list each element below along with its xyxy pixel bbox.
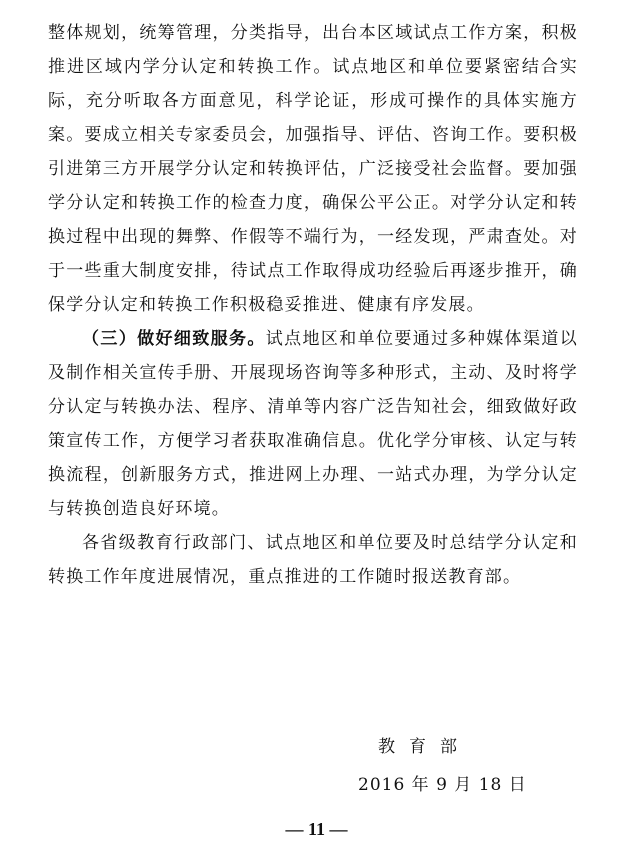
signature-block [0,724,633,814]
page-number: — 11 — [285,819,348,839]
closing-paragraph: 各省级教育行政部门、试点地区和单位要及时总结学分认定和转换工作年度进展情况，重点推进的工作随时报送教育部。 [48,533,578,587]
body-paragraph-continued: 整体规划，统筹管理，分类指导，出台本区域试点工作方案，积极推进区域内学分认定和转换工作。试点地区和单位要紧密结合实际，充分听取各方面意见，科学论证，形成可操作的具体实施方案。要成立相关专家委员会，加强指导、评估、咨询工作。要积极引进第三方开展学分认定和转换评估，广泛接受社会监督。要加强学分认定和转换工作的检查力度，确保公平公正。对学分认定和转换过程中出现的舞弊、作假等不端行为，一经发现，严肃查处。对于一些重大制度安排，待试点工作取得成功经验后再逐步推开，确保学分认定和转换工作积极稳妥推进、健康有序发展。 [48,23,578,315]
issue-date: 2016 年 9 月 18 日 [358,775,527,795]
section-3-paragraph [48,322,578,526]
document-body [48,16,578,594]
issuing-organization: 教育部 [378,737,471,757]
section-3-body: 试点地区和单位要通过多种媒体渠道以及制作相关宣传手册、开展现场咨询等多种形式，主动、及时将学分认定与转换办法、程序、清单等内容广泛告知社会，细致做好政策宣传工作，方便学习者获取准确信息。优化学分审核、认定与转换流程，创新服务方式，推进网上办理、一站式办理，为学分认定与转换创造良好环境。 [48,329,579,519]
section-3-heading: （三）做好细致服务。 [82,329,266,349]
